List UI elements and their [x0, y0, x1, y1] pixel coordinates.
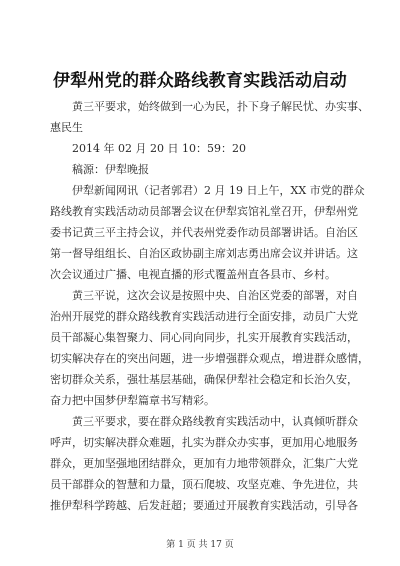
publish-datetime: 2014 年 02 月 20 日 10：59：20 [72, 142, 246, 155]
paragraph-line: 路线教育实践活动动员部署会议在伊犁宾馆礼堂召开，伊犁州党 [50, 205, 358, 218]
source-line: 稿源：伊犁晚报 [72, 163, 149, 176]
paragraph-line: 员干部凝心集智聚力、同心同向同步，扎实开展教育实践活动， [50, 331, 358, 344]
paragraph-line: 第一督导组组长、自治区政协副主席刘志勇出席会议并讲话。这 [50, 247, 358, 260]
paragraph-line: 黄三平要求，要在群众路线教育实践活动中，认真倾听群众 [72, 415, 358, 428]
paragraph-line: 伊犁新闻网讯（记者郭君）2 月 19 日上午，XX 市党的群众 [72, 184, 365, 197]
document-body [50, 96, 369, 516]
paragraph-line: 切实解决存在的突出问题，进一步增强群众观点，增进群众感情， [50, 352, 369, 365]
paragraph-line: 治州开展党的群众路线教育实践活动进行全面安排，动员广大党 [50, 310, 358, 323]
paragraph-line: 员干部群众的智慧和力量，顶石爬坡、攻坚克难、争先进位，共 [50, 478, 358, 491]
subtitle-line: 黄三平要求，始终做到一心为民，扑下身子解民忧、办实事、 [72, 100, 369, 113]
page-footer: 第 1 页 共 17 页 [166, 540, 234, 550]
paragraph-line: 呼声，切实解决群众难题，扎实为群众办实事，更加用心地服务 [50, 436, 358, 449]
subtitle-line: 惠民生 [50, 121, 83, 134]
paragraph-line: 密切群众关系，强壮基层基础，确保伊犁社会稳定和长治久安， [50, 373, 358, 386]
paragraph-line: 委书记黄三平主持会议，并代表州党委作动员部署讲话。自治区 [50, 226, 358, 239]
paragraph-line: 黄三平说，这次会议是按照中央、自治区党委的部署，对自 [72, 289, 358, 302]
paragraph-line: 群众，更加坚强地团结群众，更加有力地带领群众，汇集广大党 [50, 457, 358, 470]
paragraph-line: 推伊犁科学跨越、后发赶超；要通过开展教育实践活动，引导各 [50, 499, 358, 512]
paragraph-line: 奋力把中国梦伊犁篇章书写精彩。 [50, 394, 215, 407]
paragraph-line: 次会议通过广播、电视直播的形式覆盖州直各县市、乡村。 [50, 268, 336, 281]
document-title: 伊犁州党的群众路线教育实践活动启动 [52, 71, 348, 91]
